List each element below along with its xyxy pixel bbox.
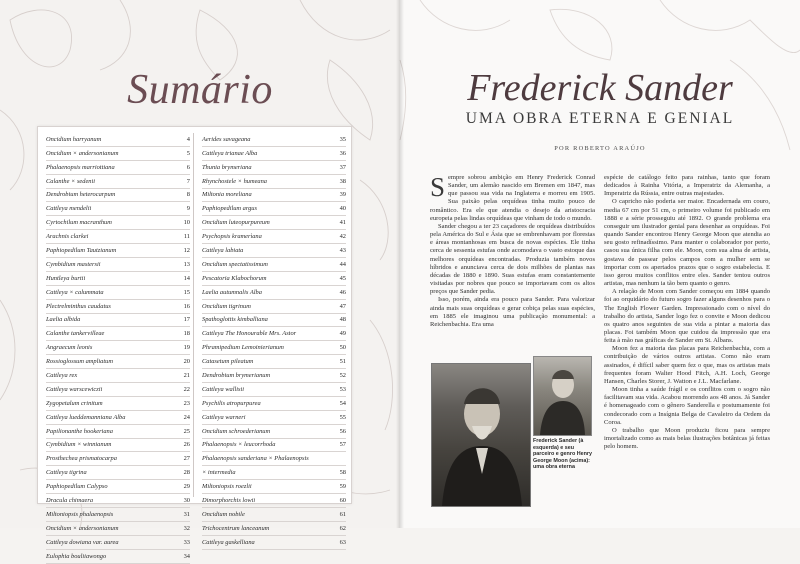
toc-entry-page: 47 [339, 302, 346, 310]
book-gutter [396, 0, 404, 528]
toc-entry [202, 258, 346, 272]
portrait-photo-sander [431, 363, 531, 507]
toc-entry [202, 425, 346, 439]
toc-entry-name: Paphiopedilum argus [202, 205, 257, 213]
paragraph: O capricho não poderia ser maior. Encadernada em couro, media 67 cm por 51 cm, o primeiro volume foi publicado em 1888 e a série prosseguiu até 1892. O grande problema era conseguir um ilustrador genial para desenhar as orquídeas. Foi quando Sander encontrou Henry George Moon que atendia ao seu gosto refinadíssimo. Para manter o colaborador por perto, casou sua única filha com ele. Moon, com sua alma de artista, gostava de passear pelos campos com a mulher sem se importar com os apertados prazos que o sogro estabelecia. E isso gerou muitos conflitos entre eles. Sander tentou outros artistas, mas nenhum ia tão bem quanto o genro. [604, 198, 770, 288]
toc-entry-name: Rossioglossum ampliatum [46, 358, 113, 366]
toc-entry-name: Calanthe tankervilleae [46, 330, 105, 338]
toc-entry-name: Cattleya lueddemanniana Alba [46, 413, 126, 421]
toc-entry-page: 31 [183, 510, 190, 518]
portrait-photo-moon [533, 356, 592, 436]
toc-entry-name: Cattleya trianae Alba [202, 149, 258, 157]
toc-entry [46, 480, 190, 494]
toc-entry-name: Oncidium schroederianum [202, 427, 271, 435]
toc-box [37, 126, 352, 560]
toc-entry-page: 29 [183, 483, 190, 491]
toc-entry-page: 33 [183, 538, 190, 546]
toc-entry-name: Phalaenopsis marriottiana [46, 163, 115, 171]
toc-entry-page: 46 [339, 288, 346, 296]
toc-entry-name: Psychopsis kramerìana [202, 233, 262, 241]
toc-entry-page: 49 [339, 330, 346, 338]
toc-entry-name: Paphiopedilum Tautzianum [46, 247, 117, 255]
toc-entry-page: 59 [339, 483, 346, 491]
toc-entry-page: 28 [183, 469, 190, 477]
toc-entry [46, 550, 190, 564]
toc-entry-page: 7 [186, 177, 190, 185]
toc-entry-name: Oncidium spectatissimum [202, 260, 268, 268]
toc-entry-name: Arachnis clarkei [46, 233, 89, 241]
toc-entry-page: 30 [183, 497, 190, 505]
toc-entry [46, 397, 190, 411]
toc-entry [46, 314, 190, 328]
toc-entry-page: 11 [183, 233, 190, 241]
toc-entry-name: Cattleya wallisii [202, 385, 245, 393]
toc-entry [202, 216, 346, 230]
toc-entry-page: 8 [186, 191, 190, 199]
toc-column-left [46, 133, 190, 564]
toc-entry-page: 27 [183, 455, 190, 463]
toc-entry [202, 369, 346, 383]
toc-entry [202, 272, 346, 286]
toc-entry [46, 508, 190, 522]
toc-entry-page: 15 [183, 288, 190, 296]
paragraph: A relação de Moon com Sander começou em 1884 quando foi ao orquidário do futuro sogro fazer alguns desenhos para o The English Flower Garden. Impressionado com o nível do trabalho do artista, Sander logo fez o convite e Moon dedicou os quatro anos seguintes de sua vida a pintar a maioria das placas. Foi também Moon que cuidou da impressão que era feita à mão nas gráficas de Sander em St. Albans. [604, 288, 770, 345]
toc-entry [46, 216, 190, 230]
toc-entry-page: 43 [339, 247, 346, 255]
toc-entry-page: 61 [339, 510, 346, 518]
toc-entry-page: 38 [339, 177, 346, 185]
toc-entry-page: 24 [183, 413, 190, 421]
toc-entry-name: Miltoniopsis roezlii [202, 483, 252, 491]
toc-entry-name: Laelia albida [46, 316, 81, 324]
toc-entry-name: Miltoniopsis phalaenopsis [46, 510, 114, 518]
article-subtitle: UMA OBRA ETERNA E GENIAL [465, 110, 735, 127]
toc-entry-page: 55 [339, 413, 346, 421]
toc-entry-name: Oncidium tigrinum [202, 302, 251, 310]
toc-entry [202, 230, 346, 244]
toc-entry-name: Cattleya dowiana var. aurea [46, 538, 119, 546]
toc-entry [202, 494, 346, 508]
toc-entry-page: 37 [339, 163, 346, 171]
toc-entry-page: 36 [339, 149, 346, 157]
toc-entry-page: 63 [339, 538, 346, 546]
paragraph: O trabalho que Moon produziu ficou para sempre imortalizado como as mais belas ilustrações botânicas já feitas pelo homem. [604, 426, 770, 451]
toc-entry-name: Papilionanthe hookeriana [46, 427, 113, 435]
toc-entry [202, 439, 346, 453]
toc-entry [202, 286, 346, 300]
toc-entry-page: 23 [183, 399, 190, 407]
toc-entry [202, 341, 346, 355]
toc-entry-name: Phalaenopsis sanderiana × Phalaenopsis [202, 455, 309, 463]
toc-entry [46, 147, 190, 161]
right-page [400, 0, 800, 528]
toc-entry-page: 10 [183, 219, 190, 227]
toc-entry [46, 133, 190, 147]
toc-entry [202, 161, 346, 175]
toc-entry-name: Calanthe × sedenii [46, 177, 96, 185]
toc-entry-page: 20 [183, 358, 190, 366]
byline: POR ROBERTO ARAÚJO [554, 145, 646, 152]
toc-entry-page: 19 [183, 344, 190, 352]
toc-entry-name: Cattleya rex [46, 372, 78, 380]
article-title: Frederick Sander [467, 67, 733, 109]
toc-entry-page: 50 [339, 344, 346, 352]
toc-entry-page: 26 [183, 441, 190, 449]
toc-entry [46, 369, 190, 383]
toc-entry [46, 452, 190, 466]
toc-entry-page: 16 [183, 302, 190, 310]
toc-entry [202, 452, 346, 466]
toc-entry-page: 53 [339, 385, 346, 393]
toc-entry-page: 17 [183, 316, 190, 324]
toc-entry-page: 54 [339, 399, 346, 407]
toc-entry [46, 411, 190, 425]
toc-entry [202, 327, 346, 341]
toc-divider [193, 133, 194, 497]
toc-entry-page: 6 [186, 163, 190, 171]
toc-entry [202, 175, 346, 189]
toc-entry-name: × intermedia [202, 469, 236, 477]
toc-entry [202, 300, 346, 314]
toc-entry-page: 44 [339, 260, 346, 268]
toc-entry-page: 41 [339, 219, 346, 227]
toc-entry-name: Phalaenopsis × leucorrhoda [202, 441, 276, 449]
toc-entry-name: Prosthechea prismatocarpa [46, 455, 117, 463]
toc-entry-page: 40 [339, 205, 346, 213]
toc-entry-name: Catasetum pileatum [202, 358, 254, 366]
toc-entry [46, 286, 190, 300]
toc-entry [202, 508, 346, 522]
toc-entry-page: 48 [339, 316, 346, 324]
toc-entry [46, 522, 190, 536]
left-page [0, 0, 400, 560]
drop-cap: S [430, 172, 446, 202]
toc-entry-name: Huntleya burtii [46, 274, 86, 282]
toc-entry-name: Oncidium nobile [202, 510, 245, 518]
toc-entry-page: 51 [339, 358, 346, 366]
toc-entry-name: Cattleya gaskelliana [202, 538, 255, 546]
toc-entry [46, 466, 190, 480]
toc-entry-name: Dendrobium heterocarpum [46, 191, 116, 199]
toc-entry-page: 14 [183, 274, 190, 282]
toc-entry-name: Rhynchostele × humeana [202, 177, 268, 185]
toc-entry-page: 9 [186, 205, 190, 213]
toc-entry-name: Oncidium harryanum [46, 135, 102, 143]
toc-entry-name: Dracula chimaera [46, 497, 94, 505]
toc-entry-name: Thunia brymeriana [202, 163, 252, 171]
toc-entry-page: 60 [339, 497, 346, 505]
toc-entry-name: Psychilis atropurpurea [202, 399, 261, 407]
toc-entry [46, 494, 190, 508]
toc-entry [46, 244, 190, 258]
toc-entry-page: 56 [339, 427, 346, 435]
toc-column-right [202, 133, 346, 550]
toc-entry-name: Cattleya × calummata [46, 288, 104, 296]
toc-entry [202, 147, 346, 161]
toc-entry-page: 42 [339, 233, 346, 241]
toc-entry [46, 258, 190, 272]
toc-entry-page: 5 [186, 149, 190, 157]
body-column-2 [604, 174, 770, 451]
toc-entry [46, 425, 190, 439]
toc-entry-name: Cattleya warscewiczii [46, 385, 103, 393]
toc-entry [202, 355, 346, 369]
toc-entry [46, 189, 190, 203]
toc-entry-page: 22 [183, 385, 190, 393]
toc-entry-name: Cattleya mendelii [46, 205, 92, 213]
toc-entry [202, 244, 346, 258]
toc-entry-name: Cattleya The Honourable Mrs. Astor [202, 330, 297, 338]
toc-entry-name: Phramipedium Lemoinierianum [202, 344, 284, 352]
toc-entry-page: 32 [183, 524, 190, 532]
toc-entry [46, 230, 190, 244]
toc-entry [46, 439, 190, 453]
toc-entry [202, 133, 346, 147]
toc-entry [46, 300, 190, 314]
paragraph: empre sobrou ambição em Henry Frederick Conrad Sander, um alemão nascido em Bremen em 1847, mas que passou sua vida na Inglaterra e morreu em 1905. Sua paixão pelas orquídeas tinha muito pouco de romântico. Era ele que atendia o desejo da aristocracia europeia pelas lindas orquídeas que vinham de todo o mundo. [430, 174, 595, 222]
toc-entry [46, 327, 190, 341]
toc-entry [46, 383, 190, 397]
toc-entry [202, 522, 346, 536]
toc-entry-page: 13 [183, 260, 190, 268]
toc-entry [202, 480, 346, 494]
toc-entry-name: Spathoglottis kimballiana [202, 316, 268, 324]
paragraph: espécie de catálogo feito para rainhas, tanto que foram dedicados à Rainha Vitória, a Imperatriz da Alemanha, a Imperatriz da Rússia, entre outras majestades. [604, 174, 770, 198]
toc-entry-page: 35 [339, 135, 346, 143]
toc-entry [46, 272, 190, 286]
toc-entry-page: 62 [339, 524, 346, 532]
toc-entry-page: 52 [339, 372, 346, 380]
toc-entry-name: Aerides savageana [202, 135, 251, 143]
toc-entry-page: 21 [183, 372, 190, 380]
toc-entry [46, 341, 190, 355]
paragraph: Isso, porém, ainda era pouco para Sander. Para valorizar ainda mais suas orquídeas e gerar cobiça pelas suas espécies, em 1885 ele imaginou uma publicação monumental: a Reichenbachia. Era uma [430, 296, 595, 328]
toc-entry-name: Oncidium × andersonianum [46, 524, 119, 532]
toc-title: Sumário [127, 67, 273, 113]
toc-entry-page: 34 [183, 552, 190, 560]
toc-entry-name: Paphiopedilum Calypso [46, 483, 108, 491]
toc-entry-name: Cattleya labiata [202, 247, 244, 255]
toc-entry [202, 466, 346, 480]
paragraph: Sander chegou a ter 23 caçadores de orquídeas distribuídos pela América do Sul e Ásia que se embrenhavam por florestas e áreas montanhosas em busca de novas espécies. Ele tinha cerca de sessenta estufas onde acomodava o vasto estoque das melhores orquídeas encontradas. Produzia também novos híbridos e anunciava cerca de dois milhões de plantas nas décadas de 1880 e 1890. Suas estufas eram constantemente visitadas por nobres que pouco se importavam com os altos preços que Sander pedia. [430, 222, 595, 296]
toc-entry [46, 202, 190, 216]
toc-entry-name: Cymbidium mastersii [46, 260, 101, 268]
toc-entry-name: Miltonia moreliana [202, 191, 252, 199]
toc-entry-name: Zygopetalum crinitum [46, 399, 103, 407]
toc-entry [202, 314, 346, 328]
toc-entry-page: 45 [339, 274, 346, 282]
toc-entry [46, 175, 190, 189]
toc-entry-page: 57 [339, 441, 346, 449]
toc-entry [46, 161, 190, 175]
toc-entry-page: 25 [183, 427, 190, 435]
toc-entry [202, 202, 346, 216]
toc-entry [202, 411, 346, 425]
toc-entry-name: Cyrtochilum macranthum [46, 219, 112, 227]
photo-caption: Frederick Sander (à esquerda) e seu parceiro e genro Henry George Moon (acima): uma obra eterna [533, 438, 593, 471]
toc-entry-name: Angraecum leonis [46, 344, 93, 352]
toc-entry [202, 383, 346, 397]
toc-entry-name: Cymbidium × winnianum [46, 441, 112, 449]
toc-entry-name: Cattleya warneri [202, 413, 246, 421]
toc-entry-name: Pescatoria Klabochorum [202, 274, 267, 282]
toc-entry-page: 4 [186, 135, 190, 143]
toc-entry-page: 18 [183, 330, 190, 338]
toc-entry-page: 39 [339, 191, 346, 199]
toc-entry-name: Cattleya tigrina [46, 469, 87, 477]
toc-entry-name: Plectrelminthus caudatus [46, 302, 111, 310]
toc-entry-name: Laelia autumnalis Alba [202, 288, 262, 296]
toc-entry [202, 397, 346, 411]
toc-entry-name: Trichocentrum lanceanum [202, 524, 270, 532]
toc-entry [202, 189, 346, 203]
toc-entry-name: Oncidium luteopurpureum [202, 219, 270, 227]
toc-entry-name: Dimorphorchis lowii [202, 497, 256, 505]
toc-entry-name: Dendrobium brymerianum [202, 372, 271, 380]
toc-entry-name: Oncidium × andersonianum [46, 149, 119, 157]
toc-entry-page: 58 [339, 469, 346, 477]
toc-entry [202, 536, 346, 550]
paragraph: Moon fez a maioria das placas para Reichenbachia, com a contribuição de vários outros artistas. Como não eram assinados, é difícil saber quem fez o que, mas os artistas mais frequentes foram Walter Hood Fitch, A.H. Loch, George Hansen, Charles Storer, J. Watton e J.L. Macfarlane. [604, 345, 770, 385]
toc-entry [46, 355, 190, 369]
body-column-1 [430, 174, 595, 329]
toc-entry [46, 536, 190, 550]
toc-entry-page: 12 [183, 247, 190, 255]
paragraph: Moon tinha a saúde frágil e os conflitos com o sogro não facilitavam sua vida. Acabou morrendo aos 48 anos. Já Sander é homenageado com o gênero Sanderella e postumamente foi condecorado com a Insígnia Belga de Cavaleiro da Ordem da Coroa. [604, 386, 770, 426]
toc-entry-name: Eulophia bouliiawongo [46, 552, 107, 560]
